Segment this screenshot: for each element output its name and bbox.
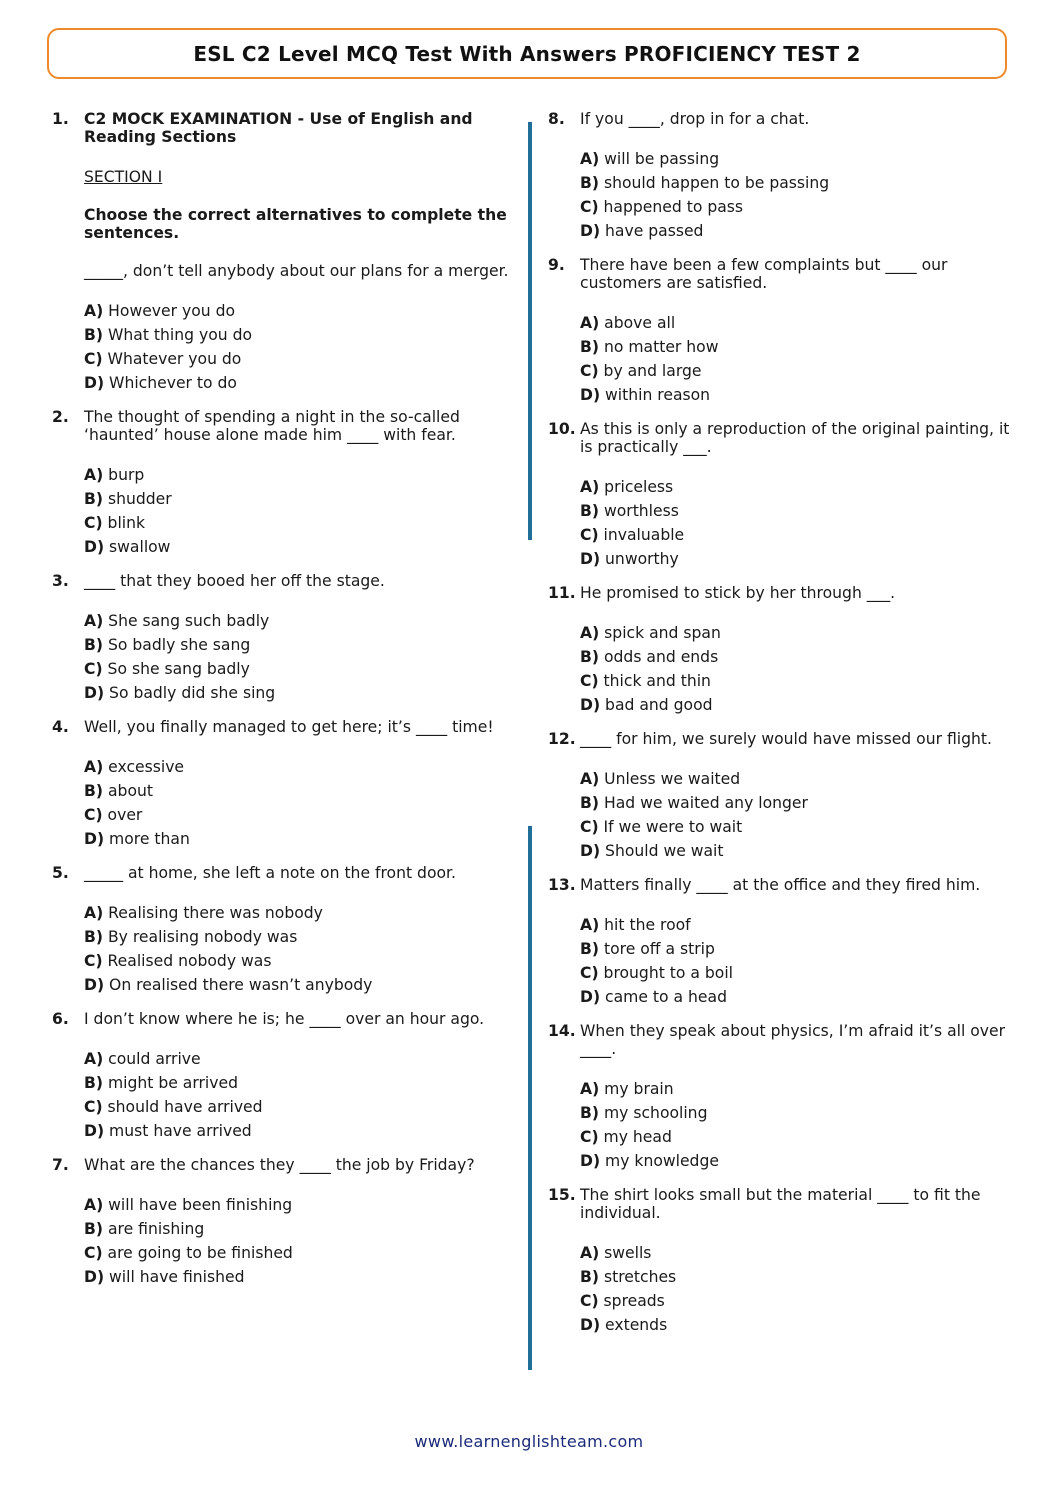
option-letter: C)	[580, 672, 599, 690]
question-item	[52, 408, 512, 572]
option-letter: A)	[84, 904, 104, 922]
option-text: might be arrived	[107, 1074, 238, 1092]
option-text: burp	[108, 466, 145, 484]
option-text: will have been finishing	[108, 1196, 293, 1214]
question-text: _____ at home, she left a note on the front door.	[84, 864, 456, 882]
option-letter: C)	[580, 1292, 599, 1310]
footer-url[interactable]: www.learnenglishteam.com	[414, 1432, 644, 1451]
answer-option[interactable]	[84, 1098, 512, 1122]
answer-option[interactable]	[580, 916, 1018, 940]
question-item	[52, 718, 512, 864]
options-list	[580, 624, 1018, 720]
question-text: If you ____, drop in for a chat.	[580, 110, 810, 128]
option-text: swells	[604, 1244, 652, 1262]
question-item	[52, 1010, 512, 1156]
question-item	[548, 876, 1018, 1022]
question-body	[580, 584, 1018, 730]
answer-option[interactable]	[84, 326, 512, 350]
answer-option[interactable]	[580, 1244, 1018, 1268]
option-text: So badly did she sing	[109, 684, 276, 702]
question-item	[548, 1022, 1018, 1186]
question-body	[580, 876, 1018, 1022]
option-letter: C)	[84, 1098, 103, 1116]
question-body	[580, 1186, 1018, 1350]
option-text: invaluable	[603, 526, 685, 544]
question-body	[84, 408, 512, 572]
question-number: 8.	[548, 110, 565, 128]
answer-option[interactable]	[84, 612, 512, 636]
title-box	[47, 28, 1007, 79]
option-letter: A)	[580, 770, 600, 788]
answer-option[interactable]	[84, 490, 512, 514]
answer-option[interactable]	[580, 624, 1018, 648]
option-letter: B)	[84, 928, 104, 946]
option-text: happened to pass	[603, 198, 744, 216]
option-text: blink	[107, 514, 146, 532]
option-letter: A)	[580, 150, 600, 168]
option-letter: C)	[84, 350, 103, 368]
question-number: 10.	[548, 420, 576, 438]
answer-option[interactable]	[580, 1316, 1018, 1340]
option-text: unworthy	[605, 550, 679, 568]
option-text: have passed	[605, 222, 704, 240]
option-letter: A)	[580, 916, 600, 934]
option-text: Had we waited any longer	[603, 794, 808, 812]
option-text: priceless	[604, 478, 674, 496]
option-text: my schooling	[603, 1104, 708, 1122]
option-letter: B)	[580, 1268, 600, 1286]
option-text: should have arrived	[107, 1098, 263, 1116]
answer-option[interactable]	[580, 672, 1018, 696]
answer-option[interactable]	[84, 904, 512, 928]
question-number: 3.	[52, 572, 69, 590]
answer-option[interactable]	[580, 818, 1018, 842]
question-body	[84, 864, 512, 1010]
option-letter: A)	[580, 314, 600, 332]
answer-option[interactable]	[580, 1080, 1018, 1104]
options-list	[580, 916, 1018, 1012]
option-text: On realised there wasn’t anybody	[109, 976, 373, 994]
question-body	[84, 1010, 512, 1156]
question-body	[84, 572, 512, 718]
options-list	[580, 478, 1018, 574]
answer-option[interactable]	[580, 526, 1018, 550]
answer-option[interactable]	[84, 302, 512, 326]
option-letter: D)	[84, 538, 105, 556]
option-text: odds and ends	[603, 648, 719, 666]
question-body	[84, 718, 512, 864]
question-item	[548, 256, 1018, 420]
answer-option[interactable]	[580, 794, 1018, 818]
option-text: spreads	[603, 1292, 665, 1310]
option-text: my head	[603, 1128, 672, 1146]
option-text: about	[107, 782, 153, 800]
question-text: What are the chances they ____ the job by Friday?	[84, 1156, 475, 1174]
options-list	[580, 770, 1018, 866]
option-text: bad and good	[605, 696, 713, 714]
option-letter: A)	[580, 1244, 600, 1262]
option-text: more than	[109, 830, 190, 848]
question-item	[548, 110, 1018, 256]
question-body	[580, 110, 1018, 256]
options-list	[84, 1050, 512, 1146]
option-letter: C)	[580, 362, 599, 380]
option-text: my knowledge	[605, 1152, 719, 1170]
answer-option[interactable]	[580, 478, 1018, 502]
question-text: As this is only a reproduction of the original painting, it is practically ___.	[580, 420, 1010, 456]
answer-option[interactable]	[84, 782, 512, 806]
option-text: So she sang badly	[107, 660, 250, 678]
option-letter: A)	[580, 624, 600, 642]
question-body	[580, 730, 1018, 876]
option-letter: D)	[580, 842, 601, 860]
option-letter: B)	[580, 648, 600, 666]
answer-option[interactable]	[84, 1074, 512, 1098]
option-letter: B)	[84, 636, 104, 654]
question-body	[84, 1156, 512, 1302]
question-number: 6.	[52, 1010, 69, 1028]
answer-option[interactable]	[580, 174, 1018, 198]
answer-option[interactable]	[84, 1196, 512, 1220]
option-text: Unless we waited	[604, 770, 741, 788]
column-divider-bottom	[528, 826, 532, 1370]
answer-option[interactable]	[84, 1122, 512, 1146]
question-item	[52, 572, 512, 718]
answer-option[interactable]	[580, 842, 1018, 866]
answer-option[interactable]	[84, 660, 512, 684]
option-letter: B)	[84, 326, 104, 344]
question-item	[52, 864, 512, 1010]
answer-option[interactable]	[580, 940, 1018, 964]
question-number: 15.	[548, 1186, 576, 1204]
answer-option[interactable]	[84, 466, 512, 490]
option-letter: D)	[84, 830, 105, 848]
answer-option[interactable]	[580, 964, 1018, 988]
option-text: By realising nobody was	[107, 928, 298, 946]
option-text: above all	[604, 314, 676, 332]
option-letter: B)	[580, 174, 600, 192]
option-text: over	[107, 806, 143, 824]
question-number: 13.	[548, 876, 576, 894]
question-text: The thought of spending a night in the so-called ‘haunted’ house alone made him ____ with fear.	[84, 408, 460, 444]
option-text: swallow	[109, 538, 171, 556]
option-text: thick and thin	[603, 672, 711, 690]
answer-option[interactable]	[84, 514, 512, 538]
option-letter: A)	[84, 466, 104, 484]
option-text: Should we wait	[605, 842, 724, 860]
answer-option[interactable]	[580, 1104, 1018, 1128]
option-letter: A)	[84, 612, 104, 630]
option-letter: D)	[580, 1316, 601, 1334]
option-text: within reason	[605, 386, 711, 404]
options-list	[580, 1244, 1018, 1340]
answer-option[interactable]	[580, 988, 1018, 1012]
answer-option[interactable]	[84, 636, 512, 660]
option-text: extends	[605, 1316, 668, 1334]
answer-option[interactable]	[84, 976, 512, 1000]
option-text: If we were to wait	[603, 818, 743, 836]
question-body	[580, 1022, 1018, 1186]
question-text: He promised to stick by her through ___.	[580, 584, 896, 602]
option-text: are going to be finished	[107, 1244, 293, 1262]
option-text: hit the roof	[604, 916, 691, 934]
option-text: will have finished	[109, 1268, 245, 1286]
answer-option[interactable]	[84, 1220, 512, 1244]
answer-option[interactable]	[84, 538, 512, 562]
option-text: excessive	[108, 758, 185, 776]
left-column	[52, 110, 512, 1302]
option-letter: D)	[580, 696, 601, 714]
options-list	[84, 612, 512, 708]
option-letter: B)	[84, 490, 104, 508]
question-text: When they speak about physics, I’m afraid it’s all over ____.	[580, 1022, 1006, 1058]
option-text: are finishing	[107, 1220, 205, 1238]
option-text: So badly she sang	[107, 636, 251, 654]
answer-option[interactable]	[580, 338, 1018, 362]
option-letter: B)	[580, 502, 600, 520]
answer-option[interactable]	[580, 648, 1018, 672]
options-list	[84, 302, 512, 398]
option-text: tore off a strip	[603, 940, 715, 958]
option-letter: C)	[84, 806, 103, 824]
option-letter: B)	[580, 940, 600, 958]
option-letter: D)	[84, 976, 105, 994]
option-text: stretches	[603, 1268, 677, 1286]
option-text: by and large	[603, 362, 702, 380]
question-text: ____ for him, we surely would have missed our flight.	[580, 730, 992, 748]
option-letter: A)	[84, 1050, 104, 1068]
option-letter: B)	[580, 1104, 600, 1122]
option-letter: D)	[580, 386, 601, 404]
answer-option[interactable]	[580, 1268, 1018, 1292]
question-item	[548, 730, 1018, 876]
question-heading: C2 MOCK EXAMINATION - Use of English and Reading Sections	[84, 110, 473, 146]
question-body	[84, 110, 512, 408]
question-item	[52, 110, 512, 408]
option-letter: B)	[84, 1220, 104, 1238]
answer-option[interactable]	[580, 1152, 1018, 1176]
option-text: must have arrived	[109, 1122, 252, 1140]
option-text: my brain	[604, 1080, 674, 1098]
question-number: 2.	[52, 408, 69, 426]
page-title: ESL C2 Level MCQ Test With Answers PROFICIENCY TEST 2	[193, 41, 861, 66]
question-body	[580, 420, 1018, 584]
question-item	[548, 584, 1018, 730]
option-letter: D)	[580, 1152, 601, 1170]
option-text: shudder	[107, 490, 172, 508]
answer-option[interactable]	[84, 952, 512, 976]
answer-option[interactable]	[580, 198, 1018, 222]
options-list	[84, 1196, 512, 1292]
question-text: ____ that they booed her off the stage.	[84, 572, 385, 590]
question-text: _____, don’t tell anybody about our plans for a merger.	[84, 262, 509, 280]
option-letter: B)	[84, 1074, 104, 1092]
answer-option[interactable]	[84, 374, 512, 398]
option-text: came to a head	[605, 988, 727, 1006]
option-text: spick and span	[604, 624, 721, 642]
option-letter: A)	[84, 1196, 104, 1214]
answer-option[interactable]	[84, 1268, 512, 1292]
answer-option[interactable]	[580, 1128, 1018, 1152]
question-text: I don’t know where he is; he ____ over an hour ago.	[84, 1010, 485, 1028]
answer-option[interactable]	[580, 386, 1018, 410]
question-text: Matters finally ____ at the office and they fired him.	[580, 876, 981, 894]
question-number: 12.	[548, 730, 576, 748]
option-text: What thing you do	[107, 326, 253, 344]
option-letter: A)	[84, 302, 104, 320]
option-letter: D)	[580, 988, 601, 1006]
answer-option[interactable]	[84, 684, 512, 708]
option-letter: D)	[84, 684, 105, 702]
answer-option[interactable]	[84, 806, 512, 830]
option-letter: A)	[84, 758, 104, 776]
option-letter: D)	[84, 374, 105, 392]
option-text: should happen to be passing	[603, 174, 830, 192]
option-letter: C)	[580, 526, 599, 544]
option-text: Realised nobody was	[107, 952, 272, 970]
option-letter: B)	[84, 782, 104, 800]
answer-option[interactable]	[580, 550, 1018, 574]
option-text: Whichever to do	[109, 374, 237, 392]
question-text: Well, you finally managed to get here; it’s ____ time!	[84, 718, 494, 736]
option-text: will be passing	[604, 150, 720, 168]
question-number: 5.	[52, 864, 69, 882]
question-item	[52, 1156, 512, 1302]
column-divider-top	[528, 122, 532, 540]
answer-option[interactable]	[84, 1244, 512, 1268]
option-letter: C)	[580, 818, 599, 836]
answer-option[interactable]	[84, 928, 512, 952]
option-letter: C)	[84, 660, 103, 678]
answer-option[interactable]	[580, 1292, 1018, 1316]
section-label: SECTION I	[84, 168, 163, 186]
option-text: However you do	[108, 302, 236, 320]
answer-option[interactable]	[580, 502, 1018, 526]
option-text: no matter how	[603, 338, 719, 356]
option-text: brought to a boil	[603, 964, 734, 982]
question-number: 14.	[548, 1022, 576, 1040]
options-list	[84, 758, 512, 854]
option-letter: D)	[84, 1268, 105, 1286]
question-item	[548, 420, 1018, 584]
answer-option[interactable]	[84, 1050, 512, 1074]
answer-option[interactable]	[580, 770, 1018, 794]
option-text: She sang such badly	[108, 612, 270, 630]
option-letter: D)	[84, 1122, 105, 1140]
options-list	[84, 466, 512, 562]
answer-option[interactable]	[84, 350, 512, 374]
options-list	[84, 904, 512, 1000]
option-letter: D)	[580, 550, 601, 568]
answer-option[interactable]	[580, 222, 1018, 246]
right-column	[548, 110, 1018, 1350]
option-text: could arrive	[108, 1050, 201, 1068]
instructions: Choose the correct alternatives to complete the sentences.	[84, 206, 507, 242]
question-text: There have been a few complaints but ____ our customers are satisfied.	[580, 256, 948, 292]
question-number: 9.	[548, 256, 565, 274]
option-letter: C)	[580, 964, 599, 982]
question-text: The shirt looks small but the material ____ to fit the individual.	[580, 1186, 981, 1222]
option-letter: C)	[84, 514, 103, 532]
answer-option[interactable]	[84, 830, 512, 854]
answer-option[interactable]	[580, 362, 1018, 386]
question-number: 7.	[52, 1156, 69, 1174]
question-number: 11.	[548, 584, 576, 602]
option-letter: D)	[580, 222, 601, 240]
answer-option[interactable]	[580, 150, 1018, 174]
question-number: 1.	[52, 110, 69, 128]
option-letter: B)	[580, 338, 600, 356]
answer-option[interactable]	[84, 758, 512, 782]
option-text: worthless	[603, 502, 679, 520]
option-letter: C)	[84, 952, 103, 970]
option-text: Realising there was nobody	[108, 904, 323, 922]
option-letter: C)	[580, 198, 599, 216]
question-item	[548, 1186, 1018, 1350]
option-letter: C)	[580, 1128, 599, 1146]
option-text: Whatever you do	[107, 350, 242, 368]
option-letter: B)	[580, 794, 600, 812]
answer-option[interactable]	[580, 696, 1018, 720]
answer-option[interactable]	[580, 314, 1018, 338]
options-list	[580, 1080, 1018, 1176]
option-letter: A)	[580, 478, 600, 496]
options-list	[580, 314, 1018, 410]
option-letter: C)	[84, 1244, 103, 1262]
question-body	[580, 256, 1018, 420]
options-list	[580, 150, 1018, 246]
question-number: 4.	[52, 718, 69, 736]
option-letter: A)	[580, 1080, 600, 1098]
